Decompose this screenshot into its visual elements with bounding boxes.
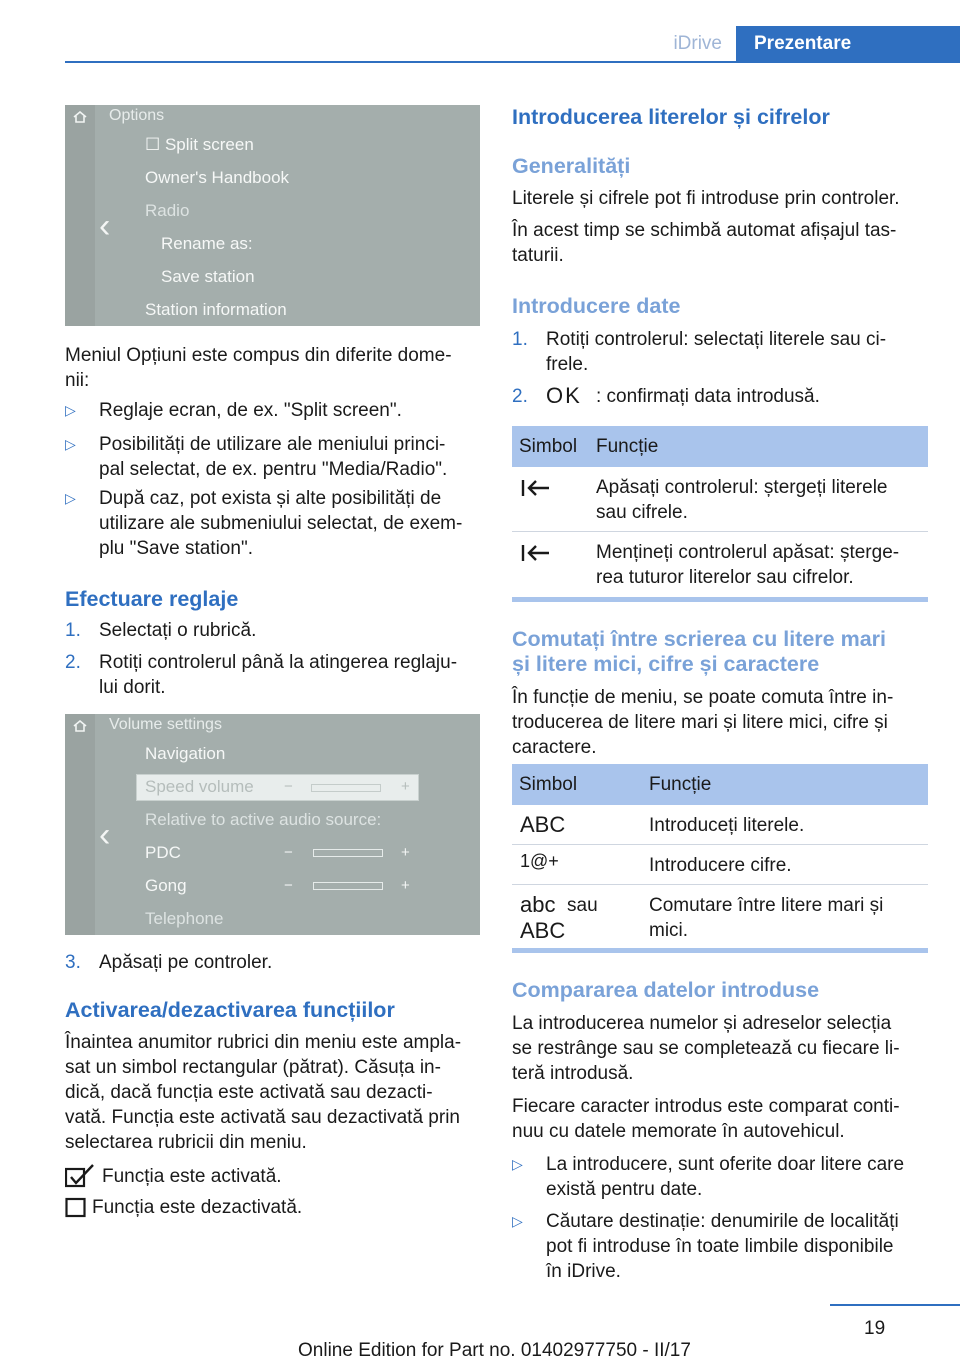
bullet-text: există pentru date. [546, 1179, 703, 1200]
step-text: frele. [546, 354, 589, 375]
menu-item: Station information [145, 300, 287, 319]
body-line: troducerea de litere mari și litere mici, cifre și [512, 712, 888, 733]
bullet-text: Reglaje ecran, de ex. "Split screen". [99, 400, 402, 421]
body-line: La introducerea numelor și adreselor selecția [512, 1013, 892, 1034]
body-line: nuu cu datele memorate în autovehicul. [512, 1121, 845, 1142]
back-chevron-icon: ‹ [99, 816, 111, 854]
uppercase-letters-icon: ABC [520, 812, 566, 837]
bullet-text: Căutare destinație: denumirile de localități [546, 1211, 899, 1232]
table-cell: sau cifrele. [596, 502, 688, 523]
menu-item: Telephone [145, 909, 224, 928]
slider-minus: − [284, 877, 293, 894]
bullet-text: în iDrive. [546, 1261, 621, 1282]
col-simbol: Simbol [519, 436, 578, 457]
page-number: 19 [864, 1318, 886, 1339]
body-line: Fiecare caracter introdus este comparat conti- [512, 1096, 900, 1117]
menu-item: Relative to active audio source: [145, 810, 382, 829]
slider-plus: + [401, 778, 410, 795]
home-icon [73, 720, 87, 732]
table-cell: mici. [649, 920, 689, 941]
menu-item: Owner's Handbook [145, 168, 290, 187]
intro-line: Meniul Opțiuni este compus din diferite dome- [65, 345, 452, 366]
lowercase-letters-icon: abc [520, 892, 556, 917]
menu-item: Radio [145, 201, 190, 220]
bullet-icon: ▷ [512, 1156, 523, 1172]
col-functie: Funcție [649, 774, 712, 795]
menu-item: Save station [161, 267, 255, 286]
heading-introducerea-literelor: Introducerea literelor și cifrelor [512, 105, 830, 129]
table-end-rule [512, 597, 928, 602]
bullet-text: La introducere, sunt oferite doar litere care [546, 1154, 905, 1175]
heading-introducere-date: Introducere date [512, 294, 681, 318]
header-rule [65, 61, 960, 63]
menu-item: ☐ Split screen [145, 135, 254, 154]
bullet-icon: ▷ [512, 1213, 523, 1229]
slider-plus: + [401, 877, 410, 894]
deactivated-text: Funcția este dezactivată. [92, 1197, 303, 1218]
heading-generalitati: Generalități [512, 154, 631, 178]
bullet-text: După caz, pot exista și alte posibilități de [99, 488, 442, 509]
bullet-text: pal selectat, de ex. pentru "Media/Radio". [99, 459, 448, 480]
screen-title: Volume settings [109, 716, 222, 733]
digits-symbols-icon: 1@+ [520, 851, 559, 871]
table-cell: Mențineți controlerul apăsat: șterge- [596, 542, 900, 563]
body-line: În funcție de meniu, se poate comuta între in- [512, 687, 894, 708]
checkbox-empty-icon [65, 1197, 87, 1219]
body-line: caractere. [512, 737, 597, 758]
step-number: 1. [512, 329, 528, 350]
bullet-text: Posibilități de utilizare ale meniului princi- [99, 434, 446, 455]
menu-item: Navigation [145, 744, 226, 763]
bullet-text: plu "Save station". [99, 538, 253, 559]
table-header [512, 764, 928, 805]
bullet-icon: ▷ [65, 490, 76, 506]
slider-plus: + [401, 844, 410, 861]
step-text: : confirmați data introdusă. [596, 386, 820, 407]
slider-track [311, 784, 381, 792]
screen-rail [65, 714, 95, 935]
screen-title: Options [109, 107, 165, 124]
body-line: se restrânge sau se completează cu fiecare li- [512, 1038, 900, 1059]
menu-item: PDC [145, 843, 181, 862]
chapter-title: Prezentare [736, 26, 960, 61]
body-line: dică, dacă funcția este activată sau dezacti- [65, 1082, 433, 1103]
table-cell: Introducere cifre. [649, 855, 792, 876]
table-cell: Introduceți literele. [649, 815, 805, 836]
step-text: Rotiți controlerul până la atingerea reglaju- [99, 652, 458, 673]
heading-compararea: Compararea datelor introduse [512, 978, 820, 1002]
heading-efectuare-reglaje: Efectuare reglaje [65, 587, 239, 611]
bullet-icon: ▷ [65, 436, 76, 452]
delete-icon [521, 543, 551, 563]
footer-rule [830, 1304, 960, 1306]
activated-text: Funcția este activată. [102, 1166, 282, 1187]
checkbox-checked-icon [65, 1164, 97, 1188]
body-line: Literele și cifrele pot fi introduse prin controler. [512, 188, 900, 209]
step-text: Apăsați pe controler. [99, 952, 273, 973]
slider-minus: − [284, 778, 293, 795]
step-text: Rotiți controlerul: selectați literele sau ci- [546, 329, 887, 350]
table-cell: rea tuturor literelor sau cifrelor. [596, 567, 854, 588]
heading-comutati: Comutați între scrierea cu litere mari [512, 627, 887, 651]
back-chevron-icon: ‹ [99, 207, 111, 245]
body-line: taturii. [512, 245, 564, 266]
delete-icon [521, 478, 551, 498]
menu-item-selected: Speed volume [145, 777, 254, 796]
footer-edition: Online Edition for Part no. 01402977750 - II/17 [298, 1340, 691, 1361]
step-number: 2. [65, 652, 81, 673]
body-line: vată. Funcția este activată sau dezactivată prin [65, 1107, 460, 1128]
heading-activare: Activarea/dezactivarea funcțiilor [65, 998, 395, 1022]
bullet-icon: ▷ [65, 402, 76, 418]
ok-icon: OK [546, 383, 582, 408]
slider-track [313, 882, 383, 890]
step-text: lui dorit. [99, 677, 166, 698]
table-cell: Apăsați controlerul: ștergeți literele [596, 477, 888, 498]
section-title: iDrive [673, 33, 722, 54]
volume-settings-screenshot [65, 714, 480, 935]
bullet-text: utilizare ale submeniului selectat, de exem- [99, 513, 463, 534]
body-line: teră introdusă. [512, 1063, 634, 1084]
table-end-rule [512, 948, 928, 953]
heading-comutati: și litere mici, cifre și caractere [512, 652, 820, 676]
step-number: 3. [65, 952, 81, 973]
bullet-text: pot fi introduse în toate limbile disponibile [546, 1236, 894, 1257]
body-line: În acest timp se schimbă automat afișajul tas- [512, 220, 897, 241]
slider-minus: − [284, 844, 293, 861]
intro-line: nii: [65, 370, 90, 391]
col-simbol: Simbol [519, 774, 578, 795]
step-number: 1. [65, 620, 81, 641]
body-line: sat un simbol rectangular (pătrat). Căsuța in- [65, 1057, 441, 1078]
table-cell: sau [567, 895, 598, 916]
table-cell: Comutare între litere mari și [649, 895, 884, 916]
step-text: Selectați o rubrică. [99, 620, 257, 641]
step-number: 2. [512, 386, 528, 407]
body-line: Înaintea anumitor rubrici din meniu este ampla- [65, 1032, 462, 1053]
menu-item: Gong [145, 876, 187, 895]
screen-rail [65, 105, 95, 326]
options-menu-screenshot [65, 105, 480, 326]
body-line: selectarea rubricii din meniu. [65, 1132, 307, 1153]
home-icon [73, 111, 87, 123]
col-functie: Funcție [596, 436, 659, 457]
menu-item: Rename as: [161, 234, 253, 253]
uppercase-letters-icon: ABC [520, 918, 566, 943]
slider-track [313, 849, 383, 857]
table-header [512, 426, 928, 467]
